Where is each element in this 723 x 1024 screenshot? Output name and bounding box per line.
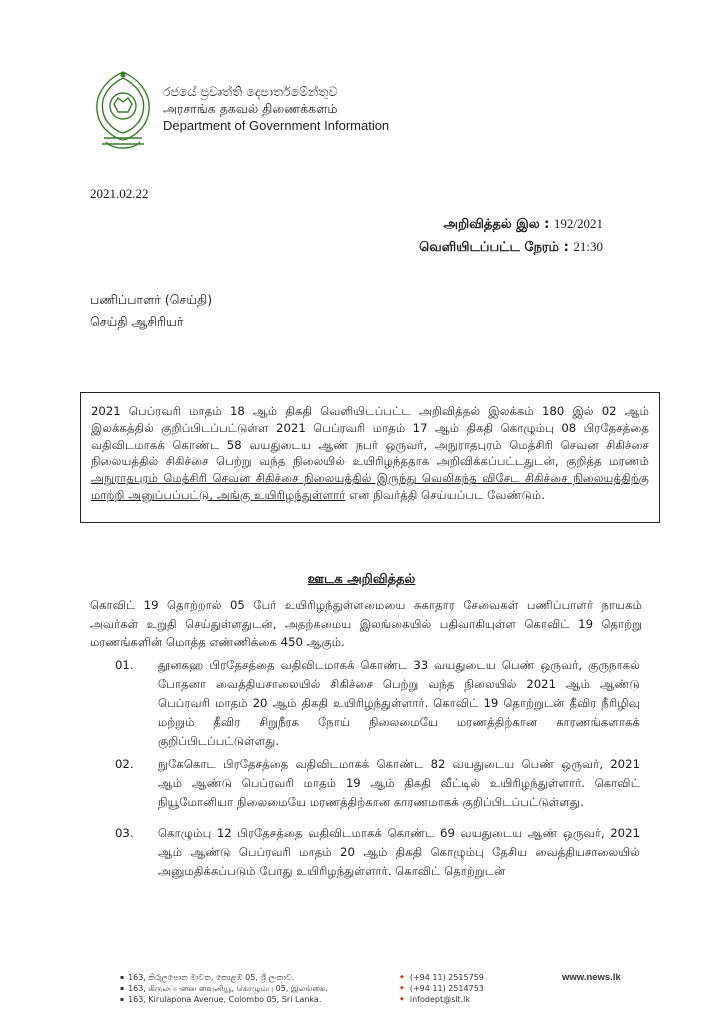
item-text: நுகேகொட பிரதேசத்தை வதிவிடமாகக் கொண்ட 82 வயதுடைய பெண் ஒருவர், 2021 ஆம் ஆண்டு பெப்ரவரி மாதம் 19 ஆம் திகதி வீட்டில் உயிரிழந்துள்ளார். கொவிட் நியூமோனியா நிலைமையே மரணத்திற்கான காரணமாகக் குறிப்பிடப்பட்டுள்ளது.	[158, 757, 640, 809]
item-number: 02.	[115, 757, 134, 771]
government-emblem-logo	[92, 68, 154, 154]
correction-text-main: 2021 பெப்ரவரி மாதம் 18 ஆம் திகதி வெளியிடப்பட்ட அறிவித்தல் இலக்கம் 180 இல் 02 ஆம் இலக்கத்தில் குறிப்பிடப்பட்டுள்ள 2021 பெப்ரவரி மாதம் 17 ஆம் திகதி கொழும்பு 08 பிரதேசத்தை வதிவிடமாகக் கொண்ட 58 வயதுடைய ஆண் நபர் ஒருவர், அநுராதபுரம் மெத்சிரி செவன சிகிச்சை நிலையத்தில் சிகிச்சை பெற்று வந்த நிலையில் உயிரிழந்ததாக அறிவிக்கப்பட்டதுடன், குறித்த மரணம்	[91, 404, 649, 469]
recipient-line: செய்தி ஆசிரியர்	[90, 314, 184, 329]
correction-text	[91, 403, 649, 504]
footer-address	[120, 972, 328, 1005]
release-time-label: வெளியிடப்பட்ட நேரம் :	[419, 240, 569, 255]
item-number: 03.	[115, 826, 134, 840]
phone-number: ◆ (+94 11) 2515759	[400, 972, 484, 983]
fax-number: ◆ (+94 11) 2514753	[400, 983, 484, 994]
release-time-value: 21:30	[573, 239, 603, 254]
item-text: கொழும்பு 12 பிரதேசத்தை வதிவிடமாகக் கொண்ட 69 வயதுடைய ஆண் ஒருவர், 2021 ஆம் ஆண்டு பெப்ரவரி மாதம் 20 ஆம் திகதி கொழும்பு தேசிய வைத்தியசாலையில் அனுமதிக்கப்படும் போது உயிரிழந்துள்ளார். கொவிட் தொற்றுடன்	[158, 826, 640, 878]
media-notice-title: ஊடக அறிவித்தல்	[307, 572, 416, 587]
item-number: 01.	[115, 658, 134, 672]
reference-block	[419, 213, 603, 259]
correction-text-end: என நிவர்த்தி செய்யப்பட வேண்டும்.	[345, 487, 546, 502]
recipient-line: பணிப்பாளர் (செய்தி)	[90, 292, 213, 307]
department-name-sinhala: රජයේ ප්‍රවෘත්ති දෙපාර්තමේන්තුව	[163, 84, 338, 99]
department-name-english: Department of Government Information	[163, 118, 390, 133]
correction-notice-box	[80, 392, 660, 523]
recipients	[90, 289, 212, 333]
email-address[interactable]: ◆ infodept@slt.lk	[400, 994, 484, 1005]
address-tamil: ▪ 163, கிருலப்பனை வைனியூ, கொழும்பு 05, இலங்கை.	[120, 983, 328, 994]
intro-paragraph: கொவிட் 19 தொற்றால் 05 பேர் உயிரிழந்துள்ளமையை சுகாதார சேவைகள் பணிப்பாளர் நாயகம் அவர்கள் உறுதி செய்துள்ளதுடன், அதற்கமைய இலங்கையில் பதிவாகியுள்ள கொவிட் 19 தொற்று மரணங்களின் மொத்த எண்ணிக்கை 450 ஆகும்.	[90, 598, 642, 649]
department-header	[163, 83, 389, 134]
footer-contacts	[400, 972, 484, 1005]
correction-text-underlined: அநுராதபுரம் மெத்சிரி செவன சிகிச்சை நிலையத்தில் இருந்து வெலிகந்த விசேட சிகிச்சை நிலையத்திற்கு மாற்றி அனுப்பப்பட்டு, அங்கு உயிரிழந்துள்ளார்	[91, 471, 649, 502]
address-sinhala: ▪ 163, කිරුලපොන මාවත, කොළඹ 05, ශ්‍රී ලංකාව.	[120, 972, 328, 983]
item-text: தூனகஹ பிரதேசத்தை வதிவிடமாகக் கொண்ட 33 வயதுடைய பெண் ஒருவர், குருநாகல் போதனா வைத்தியசாலையில் சிகிச்சை பெற்று வந்த நிலையில் 2021 ஆம் ஆண்டு பெப்ரவரி மாதம் 20 ஆம் திகதி உயிரிழந்துள்ளார். கொவிட் 19 தொற்றுடன் தீவிர நீரிழிவு மற்றும் தீவிர சிறுநீரக நோய் நிலைமையே மரணத்திற்கான காரணங்களாகக் குறிப்பிடப்பட்டுள்ளது.	[158, 658, 640, 748]
notice-number-label: அறிவித்தல் இல :	[443, 217, 550, 232]
address-english: ▪ 163, Kirulapona Avenue, Colombo 05, Sri Lanka.	[120, 994, 328, 1005]
website-link[interactable]: www.news.lk	[562, 972, 621, 983]
release-date: 2021.02.22	[90, 186, 149, 201]
department-name-tamil: அரசாங்க தகவல் திணைக்களம்	[163, 101, 338, 116]
notice-number-value: 192/2021	[553, 216, 603, 231]
list-item	[115, 755, 640, 812]
list-item	[115, 824, 640, 881]
list-item	[115, 656, 640, 751]
